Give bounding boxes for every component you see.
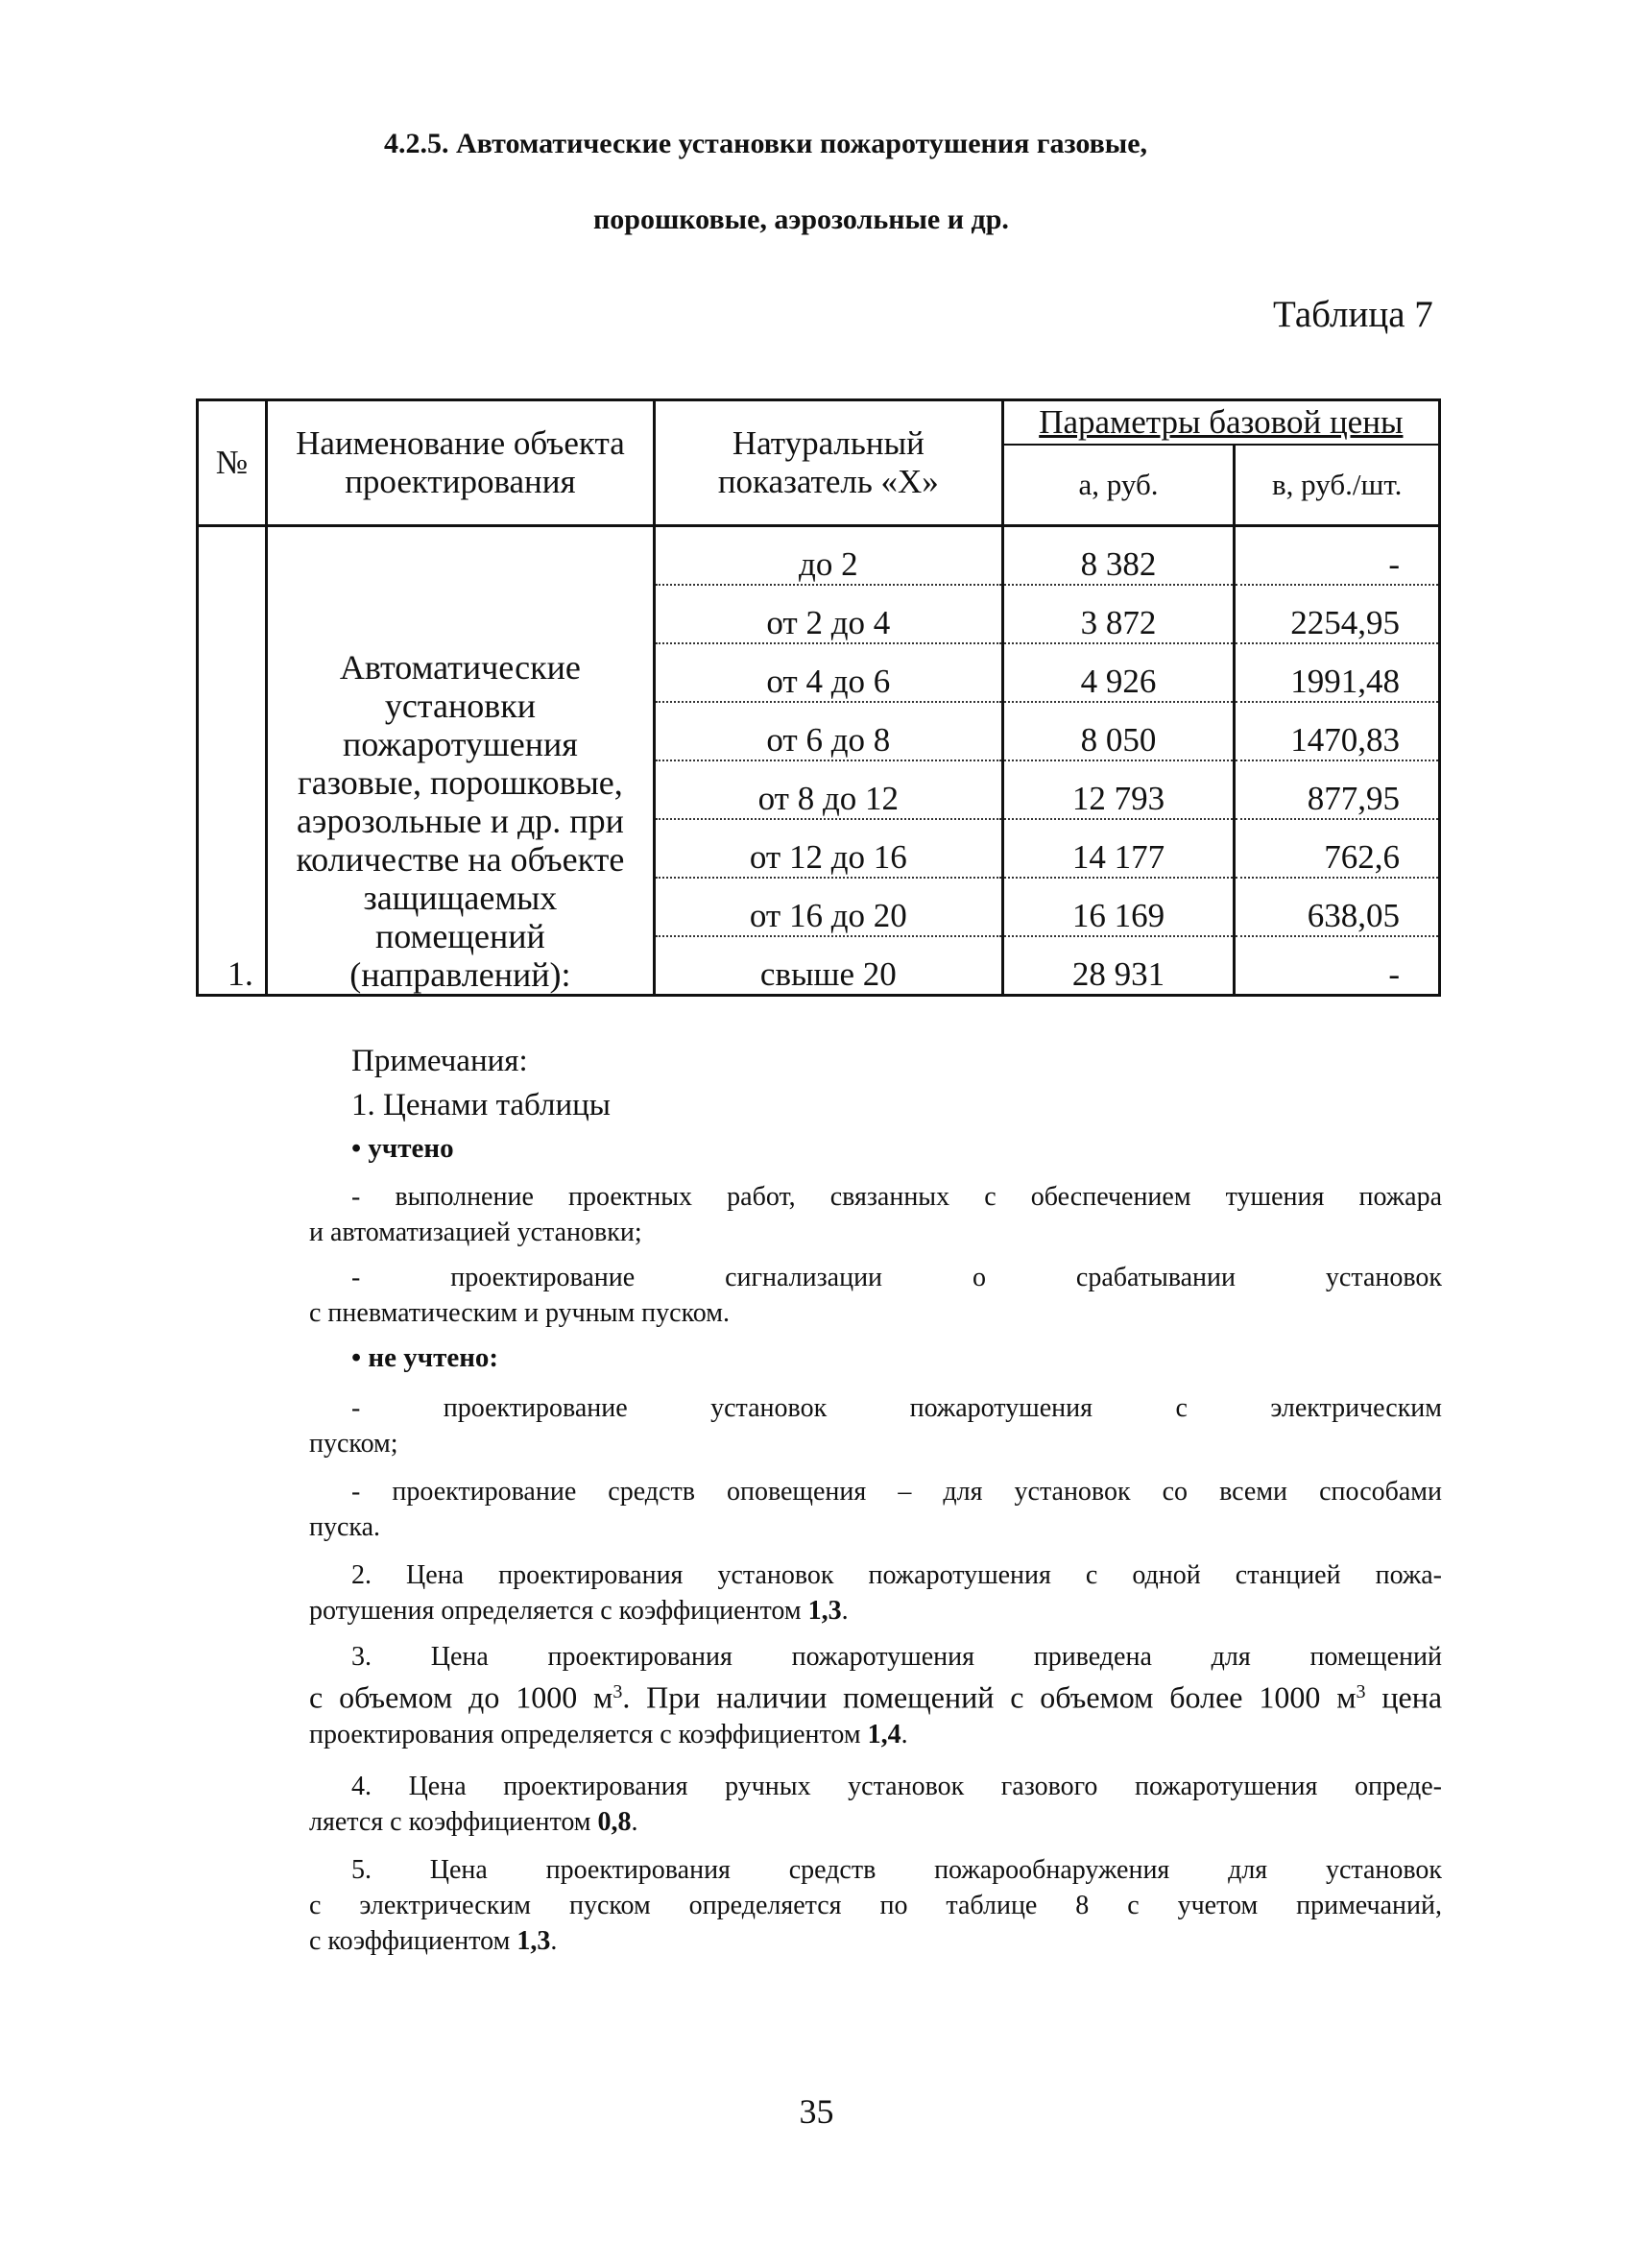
- note-3-sup-2: 3: [1356, 1681, 1366, 1702]
- header-b: в, руб./шт.: [1235, 445, 1440, 526]
- included-item-2-line-1: - проектирование сигнализации о срабатывании установок: [351, 1263, 1442, 1292]
- note-3-text-d: проектирования определяется с коэффициентом: [309, 1720, 868, 1750]
- note-5-line-3: [309, 1923, 1442, 1959]
- row-4-b: 1470,83: [1235, 702, 1440, 760]
- note-4-coef: 0,8: [597, 1807, 632, 1837]
- note-2-coef: 1,3: [807, 1596, 842, 1626]
- row-3-b: 1991,48: [1235, 643, 1440, 702]
- included-item-1-line-1: - выполнение проектных работ, связанных с обеспечением тушения пожара: [351, 1182, 1442, 1212]
- table-label: Таблица 7: [1273, 294, 1433, 335]
- not-included-item-2: [309, 1474, 1442, 1545]
- not-included-item-1-line-2: пуском;: [309, 1429, 398, 1459]
- note-2-line-1: 2. Цена проектирования установок пожаротушения с одной станцией пожа-: [351, 1560, 1442, 1590]
- row-6-a: 14 177: [1002, 819, 1235, 878]
- item-name: Автоматические установки пожаротушения газовые, порошковые, аэрозольные и др. при количестве на объекте защищаемых помещений (направлений):: [266, 526, 654, 996]
- not-included-item-1: [309, 1390, 1442, 1461]
- header-indicator: Натуральный показатель «Х»: [654, 400, 1002, 526]
- not-included-item-2-line-1: - проектирование средств оповещения – для установок со всеми способами: [351, 1477, 1442, 1507]
- note-2-end: .: [841, 1596, 849, 1626]
- row-5-a: 12 793: [1002, 760, 1235, 819]
- row-4-indicator: от 6 до 8: [654, 702, 1002, 760]
- not-included-item-2-line-2: пуска.: [309, 1512, 381, 1542]
- note-2-text: ротушения определяется с коэффициентом: [309, 1596, 808, 1626]
- note-5-line-1: 5. Цена проектирования средств пожарообнаружения для установок: [351, 1855, 1442, 1885]
- note-3-coef: 1,4: [867, 1720, 901, 1750]
- item-number: 1.: [198, 526, 267, 996]
- note-5-coef: 1,3: [516, 1926, 551, 1956]
- notes-title: Примечания:: [351, 1044, 528, 1078]
- row-7-a: 16 169: [1002, 878, 1235, 936]
- section-title-line-2: порошковые, аэрозольные и др.: [593, 204, 1009, 235]
- note-3-line-2: [309, 1675, 1442, 1717]
- not-included-label: • не учтено:: [351, 1342, 499, 1373]
- price-table: [196, 398, 1441, 997]
- page-number: 35: [799, 2092, 834, 2131]
- note-2: [309, 1557, 1442, 1629]
- included-item-2: [309, 1260, 1442, 1331]
- note-5-end: .: [550, 1926, 558, 1956]
- row-1-a: 8 382: [1002, 526, 1235, 586]
- included-item-1-line-2: и автоматизацией установки;: [309, 1218, 642, 1247]
- included-label: • учтено: [351, 1133, 454, 1164]
- note-1-title: 1. Ценами таблицы: [351, 1088, 611, 1122]
- row-1-b: -: [1235, 526, 1440, 586]
- row-3-a: 4 926: [1002, 643, 1235, 702]
- note-5-text: с коэффициентом: [309, 1926, 517, 1956]
- note-3-end: .: [901, 1720, 908, 1750]
- row-7-b: 638,05: [1235, 878, 1440, 936]
- row-2-a: 3 872: [1002, 585, 1235, 643]
- row-8-indicator: свыше 20: [654, 936, 1002, 996]
- row-6-b: 762,6: [1235, 819, 1440, 878]
- header-price-params: Параметры базовой цены: [1002, 400, 1439, 446]
- row-5-indicator: от 8 до 12: [654, 760, 1002, 819]
- note-5: [309, 1852, 1442, 1959]
- row-2-b: 2254,95: [1235, 585, 1440, 643]
- note-3-sup-1: 3: [612, 1681, 623, 1702]
- row-4-a: 8 050: [1002, 702, 1235, 760]
- note-5-line-2: с электрическим пуском определяется по таблице 8 с учетом примечаний,: [309, 1891, 1442, 1920]
- included-item-2-line-2: с пневматическим и ручным пуском.: [309, 1298, 730, 1328]
- note-4-line-2: [309, 1804, 1442, 1840]
- note-2-line-2: [309, 1593, 1442, 1629]
- note-4-end: .: [631, 1807, 638, 1837]
- row-2-indicator: от 2 до 4: [654, 585, 1002, 643]
- note-4: [309, 1769, 1442, 1840]
- note-3-text-c: цена: [1365, 1679, 1443, 1715]
- row-7-indicator: от 16 до 20: [654, 878, 1002, 936]
- row-6-indicator: от 12 до 16: [654, 819, 1002, 878]
- header-name: Наименование объекта проектирования: [266, 400, 654, 526]
- row-8-a: 28 931: [1002, 936, 1235, 996]
- header-no: №: [198, 400, 267, 526]
- note-3: [309, 1639, 1442, 1752]
- included-item-1: [309, 1179, 1442, 1250]
- note-3-line-3: [309, 1717, 1442, 1752]
- note-4-line-1: 4. Цена проектирования ручных установок газового пожаротушения опреде-: [351, 1772, 1442, 1801]
- row-1-indicator: до 2: [654, 526, 1002, 586]
- row-5-b: 877,95: [1235, 760, 1440, 819]
- header-a: а, руб.: [1002, 445, 1235, 526]
- not-included-item-1-line-1: - проектирование установок пожаротушения с электрическим: [351, 1393, 1442, 1423]
- row-3-indicator: от 4 до 6: [654, 643, 1002, 702]
- note-3-text-a: с объемом до 1000 м: [309, 1679, 613, 1715]
- note-3-text-b: . При наличии помещений с объемом более 1000 м: [622, 1679, 1357, 1715]
- note-4-text: ляется с коэффициентом: [309, 1807, 598, 1837]
- row-8-b: -: [1235, 936, 1440, 996]
- section-title-line-1: 4.2.5. Автоматические установки пожаротушения газовые,: [384, 128, 1148, 159]
- note-3-line-1: 3. Цена проектирования пожаротушения приведена для помещений: [351, 1642, 1442, 1672]
